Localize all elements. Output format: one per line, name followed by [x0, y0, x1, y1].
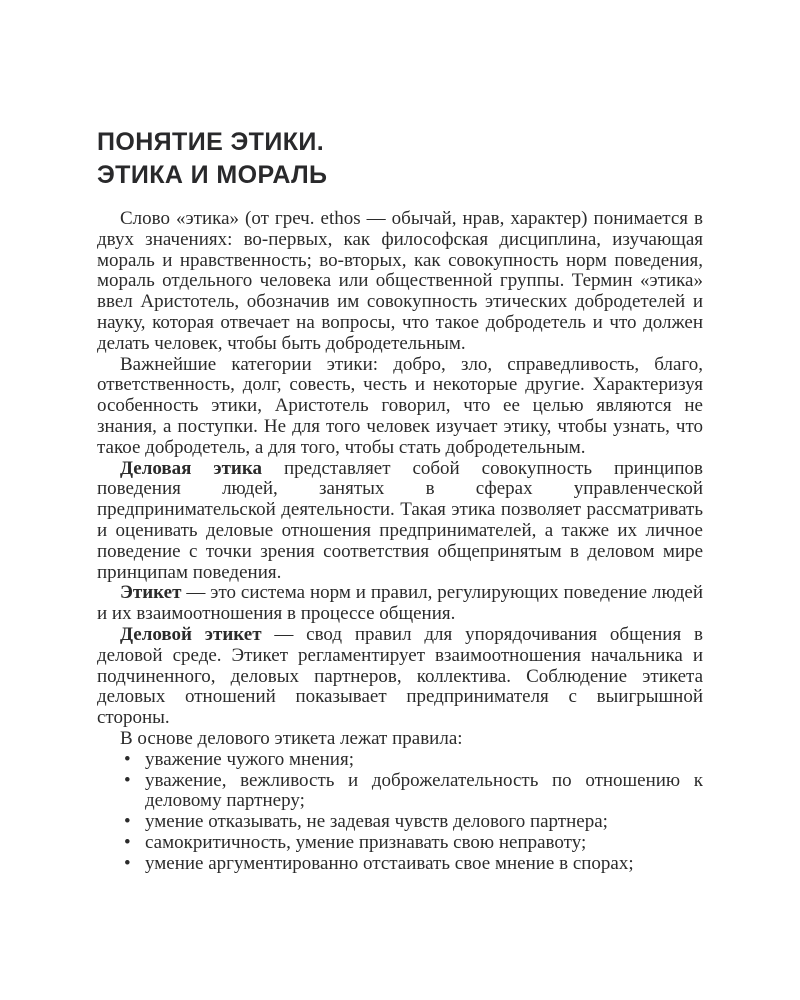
list-item-text: умение отказывать, не задевая чувств делового партнера; — [145, 811, 608, 833]
paragraph-ethics-categories — [97, 355, 703, 459]
paragraph-lead-business-etiquette: Деловой этикет — [120, 623, 262, 645]
paragraph-text: — свод правил для упорядочивания общения в деловой среде. Этикет регламентирует взаимоотношения начальника и подчиненного, деловых партнеров, коллектива. Соблюдение этикета деловых отношений показывает предпринимателя с выигрышной стороны. — [97, 623, 703, 729]
bullet-icon: • — [124, 769, 131, 791]
list-item — [97, 771, 703, 813]
list-item-text: умение аргументированно отстаивать свое мнение в спорах; — [145, 852, 634, 874]
paragraph-text: Слово «этика» (от греч. ethos — обычай, нрав, характер) понимается в двух значениях: во-первых, как философская дисциплина, изучающая мораль и нравственность; во-вторых, как совокупность норм поведения, мораль отдельного человека или общественной группы. Термин «этика» ввел Аристотель, обозначив им совокупность этических добродетелей и науку, которая отвечает на вопросы, что такое добродетель и что должен делать человек, чтобы быть добродетельным. — [97, 208, 703, 354]
rules-list — [97, 750, 703, 875]
bullet-icon: • — [124, 811, 131, 833]
paragraph-text: Важнейшие категории этики: добро, зло, справедливость, благо, ответственность, долг, совесть, честь и некоторые другие. Характеризуя особенность этики, Аристотель говорил, что ее целью являются не знания, а поступки. Не для того человек изучает этику, чтобы узнать, что такое добродетель, а для того, чтобы стать добродетельным. — [97, 353, 703, 458]
paragraph-ethics-word — [97, 209, 703, 355]
bullet-icon: • — [124, 748, 131, 770]
list-item-text: уважение, вежливость и доброжелательность по отношению к деловому партнеру; — [145, 769, 703, 812]
paragraph-business-ethics — [97, 459, 703, 584]
page-title-line-2: ЭТИКА И МОРАЛЬ — [97, 161, 328, 189]
list-item — [97, 750, 703, 771]
paragraph-text: — это система норм и правил, регулирующих поведение людей и их взаимоотношения в процессе общения. — [97, 582, 703, 625]
list-item-text: уважение чужого мнения; — [145, 748, 354, 770]
page-content — [97, 126, 703, 875]
list-item — [97, 812, 703, 833]
list-item — [97, 833, 703, 854]
paragraph-text: представляет собой совокупность принципов поведения людей, занятых в сферах управленческой предпринимательской деятельности. Такая этика позволяет рассматривать и оценивать деловые отношения предпринимателей, а также их личное поведение с точки зрения соответствия общепринятым в деловом мире принципам поведения. — [97, 457, 703, 583]
paragraph-lead-business-ethics: Деловая этика — [120, 457, 263, 479]
paragraph-etiquette — [97, 583, 703, 625]
list-item — [97, 854, 703, 875]
bullet-icon: • — [124, 831, 131, 853]
paragraph-business-etiquette — [97, 625, 703, 729]
paragraph-rules-intro — [97, 729, 703, 750]
list-item-text: самокритичность, умение признавать свою неправоту; — [145, 831, 587, 853]
body-text — [97, 209, 703, 875]
page-title — [97, 126, 703, 192]
page-title-line-1: ПОНЯТИЕ ЭТИКИ. — [97, 128, 325, 156]
paragraph-lead-etiquette: Этикет — [120, 582, 182, 604]
bullet-icon: • — [124, 852, 131, 874]
paragraph-text: В основе делового этикета лежат правила: — [120, 727, 463, 749]
